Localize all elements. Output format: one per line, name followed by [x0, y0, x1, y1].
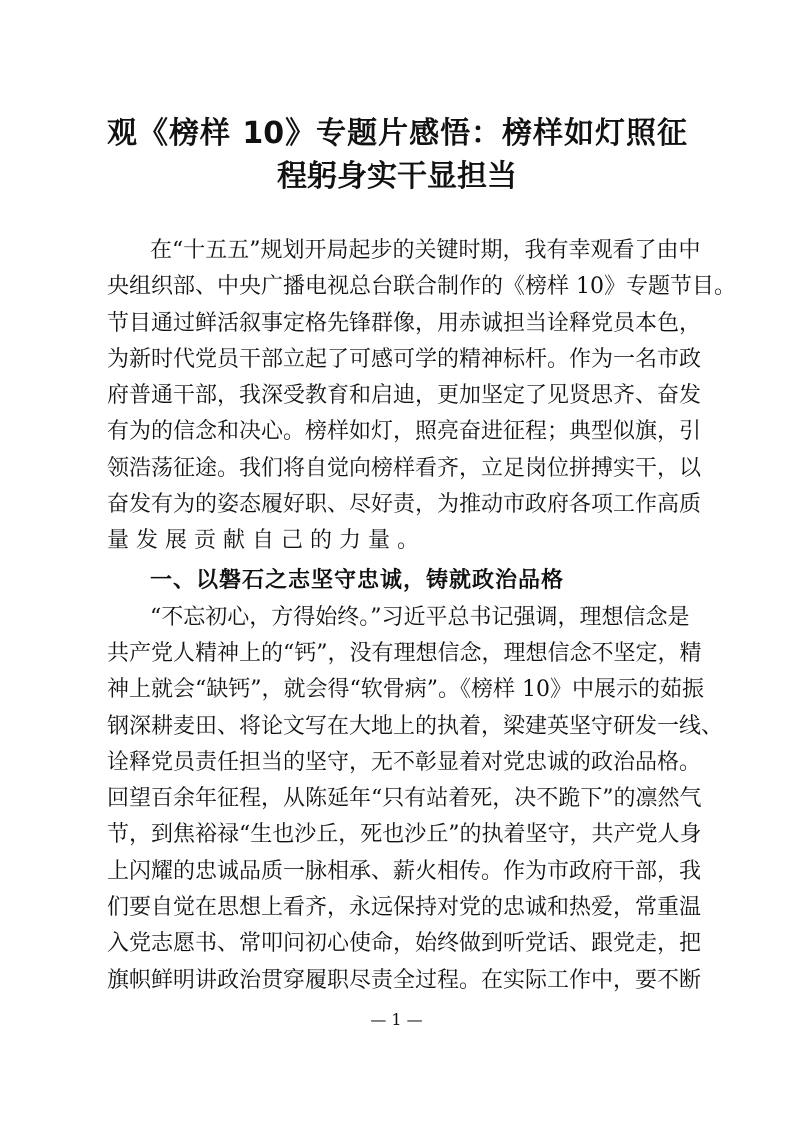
- text-line: 钢深耕麦田、将论文写在大地上的执着，梁建英坚守研发一线、: [107, 713, 724, 739]
- document-body: [107, 233, 736, 999]
- text-line: 有为的信念和决心。榜样如灯，照亮奋进征程；典型似旗，引: [107, 419, 702, 445]
- page-number: — 1 —: [370, 1010, 423, 1029]
- text-line: 节，到焦裕禄“生也沙丘，死也沙丘”的执着坚守，共产党人身: [107, 822, 702, 848]
- paragraph-2: [107, 600, 724, 999]
- text-line: 奋发有为的姿态履好职、尽好责，为推动市政府各项工作高质: [107, 492, 702, 518]
- text-line: 入党志愿书、常叩问初心使命，始终做到听党话、跟党走，把: [107, 931, 702, 957]
- document-title-line-2: 程躬身实干显担当: [277, 159, 517, 194]
- text-line: 府普通干部，我深受教育和启迪，更加坚定了见贤思齐、奋发: [107, 383, 702, 409]
- text-line: 量发展贡献自己的力量。: [107, 528, 427, 554]
- paragraph-1: [107, 233, 736, 560]
- text-line: 诠释党员责任担当的坚守，无不彰显着对党忠诚的政治品格。: [107, 749, 702, 775]
- text-line: “不忘初心，方得始终。”习近平总书记强调，理想信念是: [150, 604, 690, 630]
- text-line: 为新时代党员干部立起了可感可学的精神标杆。作为一名市政: [107, 346, 702, 372]
- text-line: 共产党人精神上的“钙”，没有理想信念，理想信念不坚定，精: [107, 640, 702, 666]
- text-line: 领浩荡征途。我们将自觉向榜样看齐，立足岗位拼搏实干，以: [107, 455, 702, 481]
- document-title-line-1: 观《榜样 10》专题片感悟：榜样如灯照征: [107, 116, 687, 151]
- text-line: 们要自觉在思想上看齐，永远保持对党的忠诚和热爱，常重温: [107, 895, 702, 921]
- text-line: 央组织部、中央广播电视总台联合制作的《榜样 10》专题节目。: [107, 274, 736, 300]
- text-line: 神上就会“缺钙”，就会得“软骨病”。《榜样 10》中展示的茹振: [107, 677, 704, 703]
- text-line: 上闪耀的忠诚品质一脉相承、薪火相传。作为市政府干部，我: [107, 858, 702, 884]
- text-line: 回望百余年征程，从陈延年“只有站着死，决不跪下”的凛然气: [107, 786, 702, 812]
- section-heading: 一、以磐石之志坚守忠诚，铸就政治品格: [150, 567, 565, 593]
- text-line: 旗帜鲜明讲政治贯穿履职尽责全过程。在实际工作中，要不断: [107, 967, 702, 993]
- text-line: 在“十五五”规划开局起步的关键时期，我有幸观看了由中: [150, 238, 701, 263]
- text-line: 节目通过鲜活叙事定格先锋群像，用赤诚担当诠释党员本色，: [107, 310, 702, 336]
